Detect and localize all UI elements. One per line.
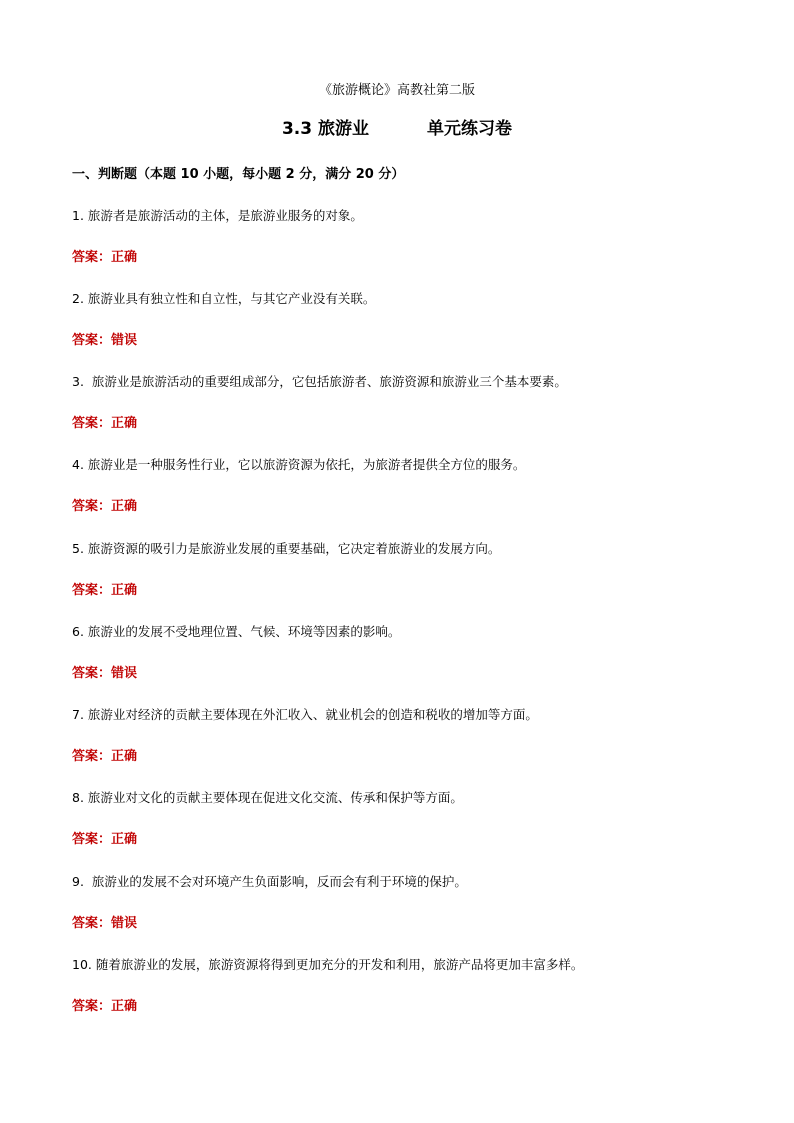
question-item-10 — [72, 956, 732, 1016]
answer-label: 答案： — [72, 916, 112, 931]
answer-label: 答案： — [72, 333, 112, 348]
question-text: 9. 旅游业的发展不会对环境产生负面影响，反而会有利于环境的保护。 — [72, 874, 467, 889]
title-left: 3.3 旅游业 — [281, 119, 370, 139]
answer-line — [72, 665, 732, 683]
question-item-7 — [72, 706, 732, 766]
answer-value: 正确 — [111, 499, 138, 514]
answer-value: 正确 — [111, 999, 138, 1014]
question-text: 3. 旅游业是旅游活动的重要组成部分，它包括旅游者、旅游资源和旅游业三个基本要素。 — [72, 374, 567, 389]
answer-label: 答案： — [72, 666, 112, 681]
answer-value: 正确 — [111, 416, 138, 431]
question-text: 8. 旅游业对文化的贡献主要体现在促进文化交流、传承和保护等方面。 — [72, 790, 463, 805]
answer-value: 错误 — [111, 916, 138, 931]
answer-line — [72, 498, 732, 516]
answer-line — [72, 831, 732, 849]
question-text: 2. 旅游业具有独立性和自立性，与其它产业没有关联。 — [72, 291, 376, 306]
answer-label: 答案： — [72, 499, 112, 514]
question-item-9 — [72, 873, 732, 933]
answer-label: 答案： — [72, 583, 112, 598]
title-right: 单元练习卷 — [427, 119, 513, 139]
answer-label: 答案： — [72, 416, 112, 431]
answer-line — [72, 582, 732, 600]
question-text: 4. 旅游业是一种服务性行业，它以旅游资源为依托，为旅游者提供全方位的服务。 — [72, 457, 526, 472]
answer-line — [72, 249, 732, 267]
answer-value: 正确 — [111, 583, 138, 598]
answer-value: 正确 — [111, 749, 138, 764]
answer-value: 正确 — [111, 832, 138, 847]
question-item-1 — [72, 207, 732, 267]
document-title — [0, 118, 794, 140]
document-subtitle: 《旅游概论》高教社第二版 — [318, 83, 475, 98]
question-item-3 — [72, 373, 732, 433]
question-text: 6. 旅游业的发展不受地理位置、气候、环境等因素的影响。 — [72, 624, 401, 639]
question-text: 7. 旅游业对经济的贡献主要体现在外汇收入、就业机会的创造和税收的增加等方面。 — [72, 707, 538, 722]
answer-line — [72, 415, 732, 433]
answer-label: 答案： — [72, 749, 112, 764]
question-text: 10. 随着旅游业的发展，旅游资源将得到更加充分的开发和利用，旅游产品将更加丰富多样。 — [72, 957, 584, 972]
section-heading: 一、判断题（本题 10 小题，每小题 2 分，满分 20 分） — [72, 167, 405, 182]
answer-line — [72, 998, 732, 1016]
answer-label: 答案： — [72, 250, 112, 265]
question-item-6 — [72, 623, 732, 683]
answer-label: 答案： — [72, 832, 112, 847]
answer-label: 答案： — [72, 999, 112, 1014]
question-text: 1. 旅游者是旅游活动的主体，是旅游业服务的对象。 — [72, 208, 363, 223]
answer-value: 正确 — [111, 250, 138, 265]
answer-line — [72, 915, 732, 933]
answer-value: 错误 — [111, 333, 138, 348]
question-item-2 — [72, 290, 732, 350]
question-item-4 — [72, 456, 732, 516]
answer-line — [72, 748, 732, 766]
question-item-5 — [72, 540, 732, 600]
answer-line — [72, 332, 732, 350]
answer-value: 错误 — [111, 666, 138, 681]
question-text: 5. 旅游资源的吸引力是旅游业发展的重要基础，它决定着旅游业的发展方向。 — [72, 541, 501, 556]
question-item-8 — [72, 789, 732, 849]
